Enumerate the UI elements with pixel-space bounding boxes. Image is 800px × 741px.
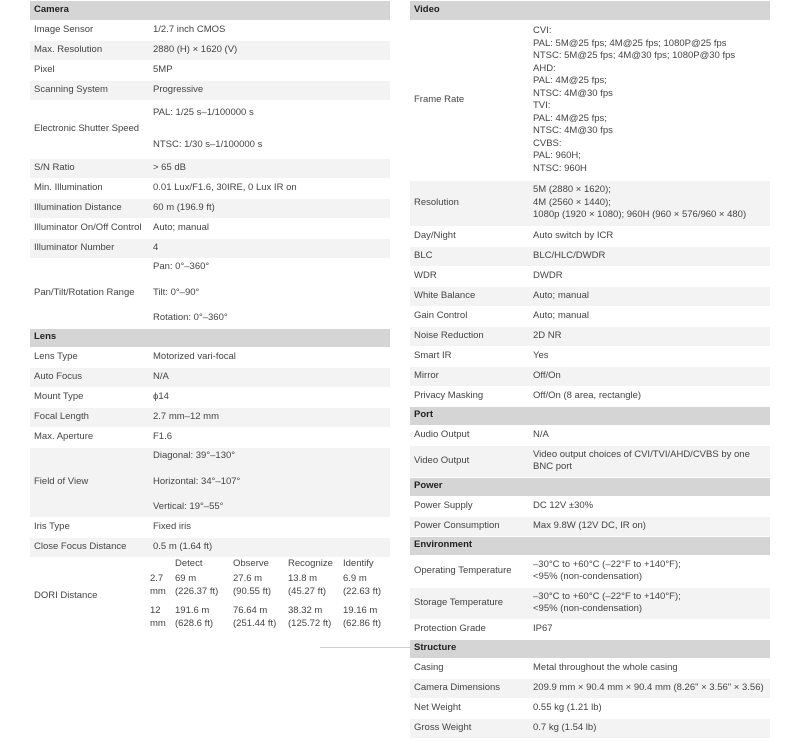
spec-value-line: BNC port	[533, 461, 573, 472]
spec-value	[150, 100, 390, 158]
spec-label: Field of View	[30, 447, 150, 517]
dori-value: 13.8 m (45.27 ft)	[288, 573, 327, 597]
spec-label: Max. Resolution	[30, 40, 150, 60]
spec-label: Pixel	[30, 60, 150, 80]
spec-value	[530, 180, 770, 226]
spec-value: 5MP	[150, 60, 390, 80]
spec-value-line: PAL: 1/25 s–1/100000 s	[153, 106, 254, 118]
spec-value	[150, 258, 390, 328]
spec-label: Gain Control	[410, 306, 530, 326]
spec-label: DORI Distance	[30, 557, 150, 636]
spec-label: Auto Focus	[30, 367, 150, 387]
spec-value: Motorized vari-focal	[150, 347, 390, 367]
spec-label: Net Weight	[410, 698, 530, 718]
spec-value: 0.55 kg (1.21 lb)	[530, 698, 770, 718]
dori-table	[150, 558, 390, 635]
spec-label: White Balance	[410, 286, 530, 306]
section-header-camera: Camera	[30, 1, 390, 20]
spec-label: Lens Type	[30, 347, 150, 367]
spec-label: Operating Temperature	[410, 555, 530, 587]
spec-value	[530, 20, 770, 180]
spec-value: 2880 (H) × 1620 (V)	[150, 40, 390, 60]
spec-value: 2.7 mm–12 mm	[150, 407, 390, 427]
spec-value: Auto; manual	[530, 306, 770, 326]
spec-label: S/N Ratio	[30, 158, 150, 178]
spec-value	[530, 445, 770, 477]
spec-table-left	[30, 1, 390, 637]
section-header-environment: Environment	[410, 536, 770, 555]
spec-value-line: NTSC: 1/30 s–1/100000 s	[153, 139, 263, 150]
spec-value-line: NTSC: 5M@25 fps; 4M@30 fps; 1080P@30 fps	[533, 50, 736, 61]
spec-label: Smart IR	[410, 346, 530, 366]
spec-value-line: <95% (non-condensation)	[533, 571, 643, 582]
spec-value: Metal throughout the whole casing	[530, 658, 770, 678]
dori-header: Detect	[175, 558, 203, 569]
spec-value	[530, 555, 770, 587]
dori-value: 27.6 m (90.55 ft)	[233, 573, 272, 597]
spec-label: Audio Output	[410, 425, 530, 445]
spec-value: DC 12V ±30%	[530, 496, 770, 516]
spec-value: 0.01 Lux/F1.6, 30IRE, 0 Lux IR on	[150, 178, 390, 198]
spec-value-line: NTSC: 960H	[533, 162, 587, 174]
spec-value-line: 5M (2880 × 1620);	[533, 184, 611, 196]
spec-value: F1.6	[150, 427, 390, 447]
spec-label: Power Supply	[410, 496, 530, 516]
spec-label: Gross Weight	[410, 718, 530, 738]
dori-value: 69 m (226.37 ft)	[175, 573, 219, 597]
spec-value-line: PAL: 4M@25 fps;	[533, 112, 607, 124]
spec-label: Min. Illumination	[30, 178, 150, 198]
spec-value-line: PAL: 960H;	[533, 150, 581, 161]
spec-label: Noise Reduction	[410, 326, 530, 346]
spec-value: 2D NR	[530, 326, 770, 346]
dori-value: 19.16 m (62.86 ft)	[343, 605, 382, 629]
spec-table-right	[410, 1, 770, 739]
spec-value: Fixed iris	[150, 517, 390, 537]
spec-value-line: CVBS:	[533, 137, 562, 149]
dori-header: Identify	[343, 558, 374, 569]
spec-label: Power Consumption	[410, 516, 530, 536]
spec-value-line: NTSC: 4M@30 fps	[533, 87, 613, 99]
spec-value: 209.9 mm × 90.4 mm × 90.4 mm (8.26" × 3.56" × 3.56)	[530, 678, 770, 698]
spec-value: IP67	[530, 619, 770, 639]
dori-header: Recognize	[288, 558, 333, 569]
section-header-port: Port	[410, 406, 770, 425]
spec-value: ϕ14	[150, 387, 390, 407]
spec-value: 4	[150, 238, 390, 258]
spec-value-line: 1080p (1920 × 1080); 960H (960 × 576/960 × 480)	[533, 209, 747, 221]
spec-label: Iris Type	[30, 517, 150, 537]
dori-value: 76.64 m (251.44 ft)	[233, 605, 277, 629]
spec-value: Yes	[530, 346, 770, 366]
spec-label: BLC	[410, 246, 530, 266]
spec-value-line: AHD:	[533, 62, 556, 74]
spec-value: BLC/HLC/DWDR	[530, 246, 770, 266]
spec-value: DWDR	[530, 266, 770, 286]
spec-value-line: –30°C to +60°C (–22°F to +140°F);	[533, 558, 681, 570]
spec-value: Auto; manual	[150, 218, 390, 238]
spec-value-line: 4M (2560 × 1440);	[533, 196, 611, 208]
spec-value: N/A	[530, 425, 770, 445]
spec-label: Protection Grade	[410, 619, 530, 639]
spec-value: 0.7 kg (1.54 lb)	[530, 718, 770, 738]
spec-value-line: Vertical: 19°–55°	[153, 501, 224, 513]
spec-label: Illuminator On/Off Control	[30, 218, 150, 238]
spec-label: Image Sensor	[30, 20, 150, 40]
spec-value-line: PAL: 4M@25 fps;	[533, 75, 607, 86]
spec-value: 1/2.7 inch CMOS	[150, 20, 390, 40]
spec-label: Camera Dimensions	[410, 678, 530, 698]
dori-focal: 2.7 mm	[150, 573, 166, 597]
dori-focal: 12 mm	[150, 605, 166, 629]
spec-value: Max 9.8W (12V DC, IR on)	[530, 516, 770, 536]
spec-label: Focal Length	[30, 407, 150, 427]
spec-value: N/A	[150, 367, 390, 387]
spec-value-line: Horizontal: 34°–107°	[153, 475, 241, 487]
section-header-video: Video	[410, 1, 770, 20]
spec-value-line: Tilt: 0°–90°	[153, 286, 200, 298]
spec-label: WDR	[410, 266, 530, 286]
divider-line	[320, 647, 410, 648]
spec-value-line: Diagonal: 39°–130°	[153, 450, 236, 462]
spec-label: Video Output	[410, 445, 530, 477]
spec-label: Electronic Shutter Speed	[30, 100, 150, 158]
spec-value: > 65 dB	[150, 158, 390, 178]
spec-value-line: Rotation: 0°–360°	[153, 312, 228, 324]
spec-value: 0.5 m (1.64 ft)	[150, 537, 390, 557]
spec-value-line: NTSC: 4M@30 fps	[533, 125, 613, 136]
spec-label: Privacy Masking	[410, 386, 530, 406]
spec-label: Mount Type	[30, 387, 150, 407]
spec-value	[530, 587, 770, 619]
dori-header: Observe	[233, 558, 269, 569]
spec-value: Off/On (8 area, rectangle)	[530, 386, 770, 406]
spec-label: Close Focus Distance	[30, 537, 150, 557]
spec-label: Storage Temperature	[410, 587, 530, 619]
spec-label: Scanning System	[30, 80, 150, 100]
spec-value-line: Video output choices of CVI/TVI/AHD/CVBS by one	[533, 448, 750, 460]
spec-label: Casing	[410, 658, 530, 678]
dori-value: 191.6 m (628.6 ft)	[175, 605, 214, 629]
dori-table-cell	[150, 557, 390, 636]
dori-value: 38.32 m (125.72 ft)	[288, 605, 332, 629]
spec-label: Frame Rate	[410, 20, 530, 180]
spec-label: Mirror	[410, 366, 530, 386]
spec-value-line: <95% (non-condensation)	[533, 603, 643, 614]
spec-value: 60 m (196.9 ft)	[150, 198, 390, 218]
spec-value: Off/On	[530, 366, 770, 386]
spec-value: Progressive	[150, 80, 390, 100]
spec-value	[150, 447, 390, 517]
section-header-lens: Lens	[30, 328, 390, 347]
spec-label: Resolution	[410, 180, 530, 226]
spec-value-line: TVI:	[533, 100, 551, 111]
spec-value-line: –30°C to +60°C (–22°F to +140°F);	[533, 590, 681, 602]
spec-value: Auto; manual	[530, 286, 770, 306]
section-header-power: Power	[410, 477, 770, 496]
dori-value: 6.9 m (22.63 ft)	[343, 573, 382, 597]
spec-value: Auto switch by ICR	[530, 226, 770, 246]
spec-label: Pan/Tilt/Rotation Range	[30, 258, 150, 328]
spec-label: Max. Aperture	[30, 427, 150, 447]
spec-label: Day/Night	[410, 226, 530, 246]
spec-label: Illuminator Number	[30, 238, 150, 258]
spec-value-line: PAL: 5M@25 fps; 4M@25 fps; 1080P@25 fps	[533, 37, 727, 49]
spec-value-line: CVI:	[533, 25, 552, 36]
section-header-structure: Structure	[410, 639, 770, 658]
spec-value-line: Pan: 0°–360°	[153, 261, 210, 273]
spec-label: Illumination Distance	[30, 198, 150, 218]
